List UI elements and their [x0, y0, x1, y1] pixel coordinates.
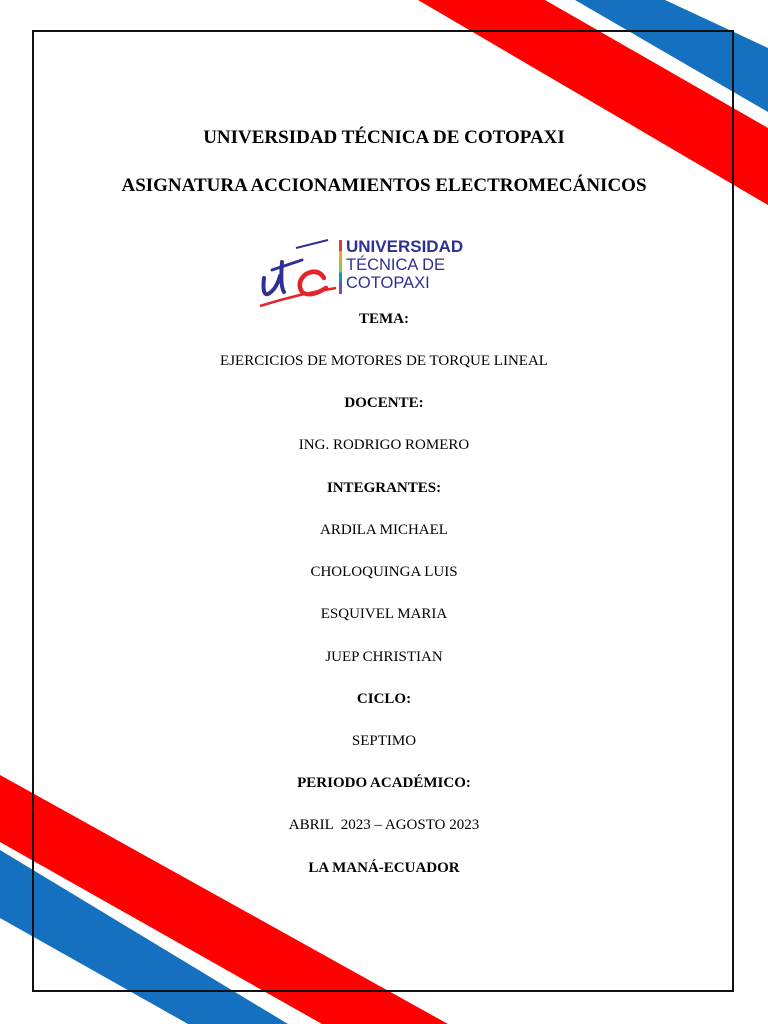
ciclo-value: SEPTIMO — [351, 733, 417, 749]
utc-emblem-icon — [258, 236, 338, 312]
university-title: UNIVERSIDAD TÉCNICA DE COTOPAXI — [203, 127, 565, 148]
integrantes-label: INTEGRANTES: — [326, 480, 442, 496]
logo-line-1: UNIVERSIDAD — [346, 237, 464, 256]
logo-color-divider — [339, 240, 342, 294]
docente-label: DOCENTE: — [344, 395, 424, 411]
docente-value: ING. RODRIGO ROMERO — [298, 437, 470, 453]
member-item: JUEP CHRISTIAN — [325, 649, 443, 665]
member-item: CHOLOQUINGA LUIS — [310, 564, 458, 580]
ciclo-label: CICLO: — [356, 691, 412, 707]
logo-line-3: COTOPAXI — [346, 274, 430, 292]
location: LA MANÁ-ECUADOR — [308, 860, 460, 876]
utc-logo — [258, 236, 478, 312]
logo-wordmark — [346, 238, 463, 292]
periodo-label: PERIODO ACADÉMICO: — [297, 775, 471, 791]
member-item: ESQUIVEL MARIA — [320, 606, 448, 622]
subject-title: ASIGNATURA ACCIONAMIENTOS ELECTROMECÁNICOS — [121, 175, 647, 196]
logo-line-2: TÉCNICA DE — [346, 256, 446, 274]
tema-value: EJERCICIOS DE MOTORES DE TORQUE LINEAL — [220, 353, 548, 369]
member-item: ARDILA MICHAEL — [320, 522, 448, 538]
tema-label: TEMA: — [359, 311, 409, 327]
periodo-value: ABRIL 2023 – AGOSTO 2023 — [288, 817, 480, 833]
